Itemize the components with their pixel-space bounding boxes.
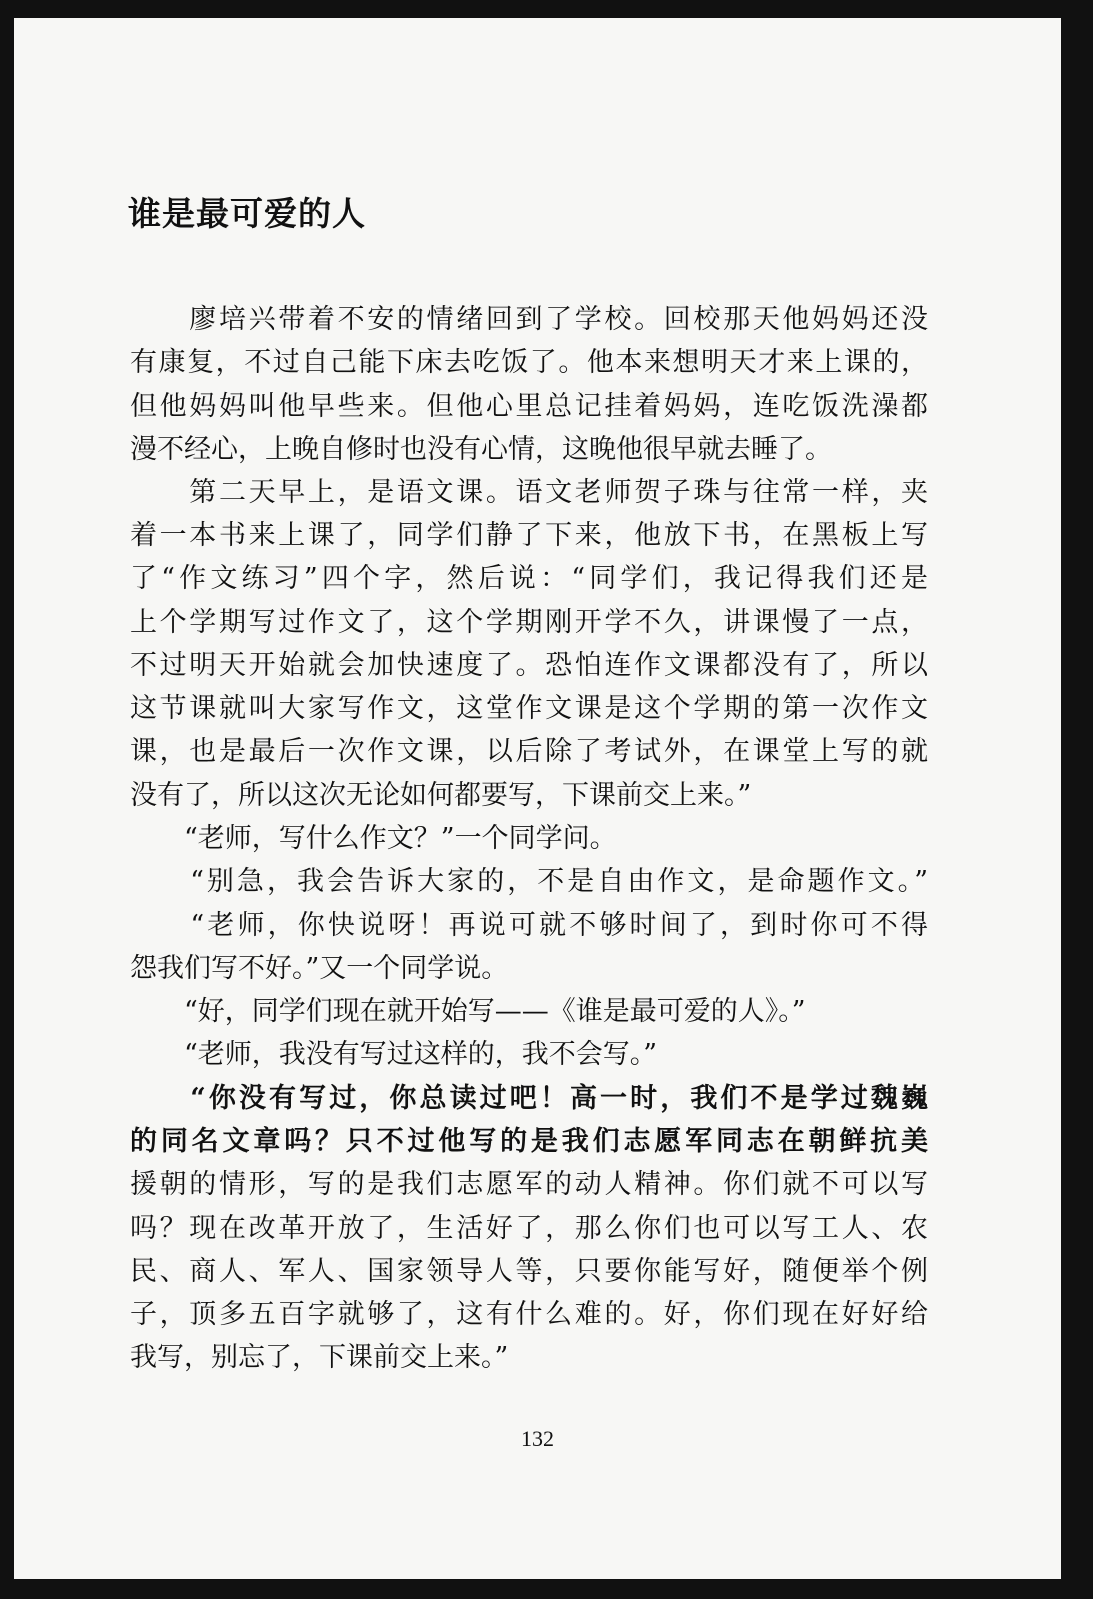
text-line: 漫不经心，上晚自修时也没有心情，这晚他很早就去睡了。	[130, 434, 832, 465]
text-line: 吗？现在改革开放了，生活好了，那么你们也可以写工人、农	[130, 1213, 928, 1244]
text-line: 怨我们写不好。”又一个同学说。	[130, 953, 509, 984]
text-line: 课，也是最后一次作文课，以后除了考试外，在课堂上写的就	[130, 736, 928, 767]
text-line: 没有了，所以这次无论如何都要写，下课前交上来。”	[130, 780, 752, 811]
text-line: 民、商人、军人、国家领导人等，只要你能写好，随便举个例	[130, 1256, 928, 1287]
text-line: 了“作文练习”四个字，然后说：“同学们，我记得我们还是	[130, 563, 928, 594]
book-page	[14, 18, 1061, 1579]
text-line: 有康复，不过自己能下床去吃饭了。他本来想明天才来上课的，	[130, 347, 928, 378]
text-line: 这节课就叫大家写作文，这堂作文课是这个学期的第一次作文	[130, 693, 928, 724]
text-line: 着一本书来上课了，同学们静了下来，他放下书，在黑板上写	[130, 520, 928, 551]
text-line: 子，顶多五百字就够了，这有什么难的。好，你们现在好好给	[130, 1299, 928, 1330]
page-number: 132	[521, 1426, 554, 1451]
text-line: “好，同学们现在就开始写——《谁是最可爱的人》。”	[130, 996, 806, 1027]
text-line: 我写，别忘了，下课前交上来。”	[130, 1342, 509, 1373]
text-line: 的同名文章吗？只不过他写的是我们志愿军同志在朝鲜抗美	[130, 1126, 928, 1157]
text-line: 但他妈妈叫他早些来。但他心里总记挂着妈妈，连吃饭洗澡都	[130, 391, 928, 422]
text-line: “老师，写什么作文？”一个同学问。	[130, 823, 617, 854]
chapter-title: 谁是最可爱的人	[128, 194, 366, 233]
text-line: 第二天早上，是语文课。语文老师贺子珠与往常一样，夹	[130, 477, 928, 508]
text-line: 上个学期写过作文了，这个学期刚开学不久，讲课慢了一点，	[130, 607, 928, 638]
text-line: 援朝的情形，写的是我们志愿军的动人精神。你们就不可以写	[130, 1169, 928, 1200]
text-line: 廖培兴带着不安的情绪回到了学校。回校那天他妈妈还没	[130, 304, 928, 335]
text-line: 不过明天开始就会加快速度了。恐怕连作文课都没有了，所以	[130, 650, 928, 681]
text-line: “老师，我没有写过这样的，我不会写。”	[130, 1039, 658, 1070]
text-line: “别急，我会告诉大家的，不是自由作文，是命题作文。”	[130, 866, 928, 897]
text-line: “老师，你快说呀！再说可就不够时间了，到时你可不得	[130, 910, 928, 941]
text-line: “你没有写过，你总读过吧！高一时，我们不是学过魏巍	[130, 1083, 928, 1114]
